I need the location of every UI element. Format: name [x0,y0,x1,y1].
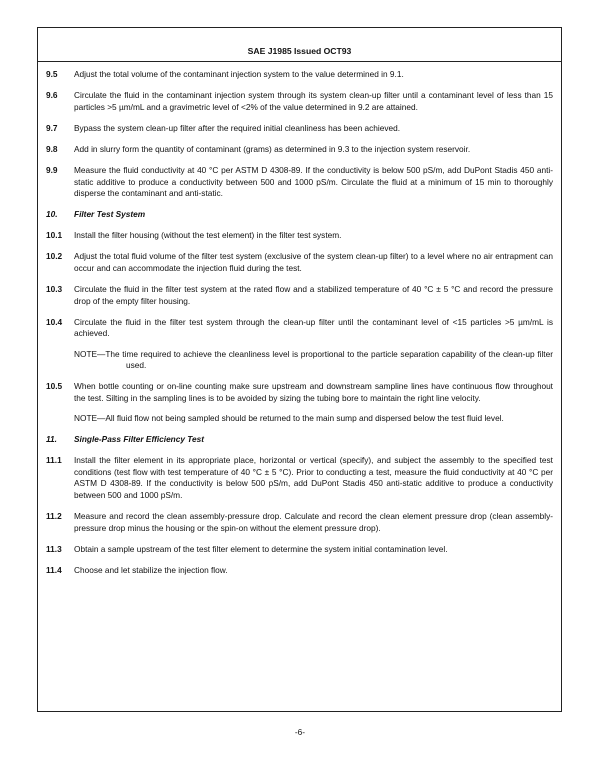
paragraph-number: 11.1 [46,455,62,466]
document-title: SAE J1985 Issued OCT93 [247,46,352,56]
numbered-paragraph [46,381,553,404]
paragraph-number: 9.5 [46,69,58,79]
paragraph-number: 10.2 [46,251,63,262]
numbered-paragraph [46,123,553,135]
paragraph-number: 11.4 [46,564,62,575]
paragraph-text: Adjust the total fluid volume of the filter test system (exclusive of the system clean-up filter) to a level where no air entrapment can occur and can accommodate the injection fluid during the test. [74,251,553,274]
numbered-paragraph [46,69,553,81]
numbered-paragraph [46,230,553,242]
paragraph-text: Circulate the fluid in the contaminant injection system through its system clean-up filter until a contaminant level of less than 15 particles >5 µm/mL and a gravimetric level of <2% of the value determined in 9.2 are attained. [74,90,553,112]
document-body [38,62,561,576]
numbered-paragraph [46,165,553,200]
paragraph-text: Install the filter element in its appropriate place, horizontal or vertical (specify), and subject the assembly to the specified test conditions (test flow with test temperature of 40 °C ± 5 °C). Prior to conducting a test, measure the fluid conductivity at 40 °C per ASTM D 4308-89. If the conductivity is below 500 pS/m, add DuPont Stadis 450 anti-static additive to produce a conductivity between 500 and 1000 pS/m. [74,455,553,500]
paragraph-number: 10. [46,209,58,220]
paragraph-text: Measure and record the clean assembly-pressure drop. Calculate and record the clean element pressure drop (clean assembly-pressure drop minus the housing or the spin-on without the element pressure drop). [74,510,553,533]
paragraph-text: Adjust the total volume of the contaminant injection system to the value determined in 9.1. [74,69,404,79]
document-header [38,28,561,62]
numbered-paragraph [46,317,553,340]
numbered-paragraph [46,144,553,156]
paragraph-number: 10.5 [46,381,63,392]
paragraph-number: 11.3 [46,543,62,554]
paragraph-text: Circulate the fluid in the filter test system through the clean-up filter until the contaminant level of <15 particles >5 µm/mL is achieved. [74,316,553,339]
numbered-paragraph [46,455,553,501]
note-paragraph: NOTE—All fluid flow not being sampled should be returned to the main sump and dispersed below the test fluid level. [74,412,504,423]
numbered-paragraph [46,511,553,534]
page-number: -6- [294,727,306,737]
section-heading [46,434,553,446]
paragraph-text: Measure the fluid conductivity at 40 °C per ASTM D 4308-89. If the conductivity is below 500 pS/m, add DuPont Stadis 450 anti-static additive to produce a conductivity between 500 and 1000 pS/m. Circulate the fluid at a minimum of 15 min to thoroughly disperse the contaminant and anti-static. [74,164,553,199]
paragraph-text: Add in slurry form the quantity of contaminant (grams) as determined in 9.3 to the injection system reservoir. [74,143,471,154]
paragraph-number: 11. [46,433,57,444]
numbered-paragraph [46,251,553,274]
paragraph-text: When bottle counting or on-line counting make sure upstream and downstream sampline lines have continuous flow throughout the test. Silting in the sampling lines is to be avoided by sizing the tubing bore to maintain the right line velocity. [74,381,553,403]
numbered-paragraph [46,90,553,113]
section-title: Filter Test System [74,209,146,220]
note-paragraph: NOTE—The time required to achieve the cleanliness level is proportional to the particle separation capability of the clean-up filter used. [74,348,553,371]
paragraph-text: Obtain a sample upstream of the test filter element to determine the system initial contamination level. [74,543,448,554]
section-title: Single-Pass Filter Efficiency Test [74,433,205,444]
numbered-paragraph [46,284,553,307]
paragraph-number: 9.6 [46,90,58,101]
paragraph-number: 9.9 [46,164,58,175]
paragraph-number: 10.4 [46,316,63,327]
paragraph-text: Install the filter housing (without the test element) in the filter test system. [74,230,342,241]
numbered-paragraph [46,565,553,577]
paragraph-number: 9.8 [46,143,58,154]
paragraph-number: 9.7 [46,122,58,133]
section-heading [46,209,553,221]
paragraph-number: 10.1 [46,230,63,241]
paragraph-number: 10.3 [46,284,63,295]
paragraph-text: Choose and let stabilize the injection flow. [74,564,228,575]
page-frame [37,27,562,712]
paragraph-text: Circulate the fluid in the filter test system at the rated flow and a stabilized temperature of 40 °C ± 5 °C and record the pressure drop of the empty filter housing. [74,284,553,306]
paragraph-text: Bypass the system clean-up filter after the required initial cleanliness has been achieved. [74,122,401,133]
paragraph-number: 11.2 [46,510,62,521]
numbered-paragraph [46,544,553,556]
